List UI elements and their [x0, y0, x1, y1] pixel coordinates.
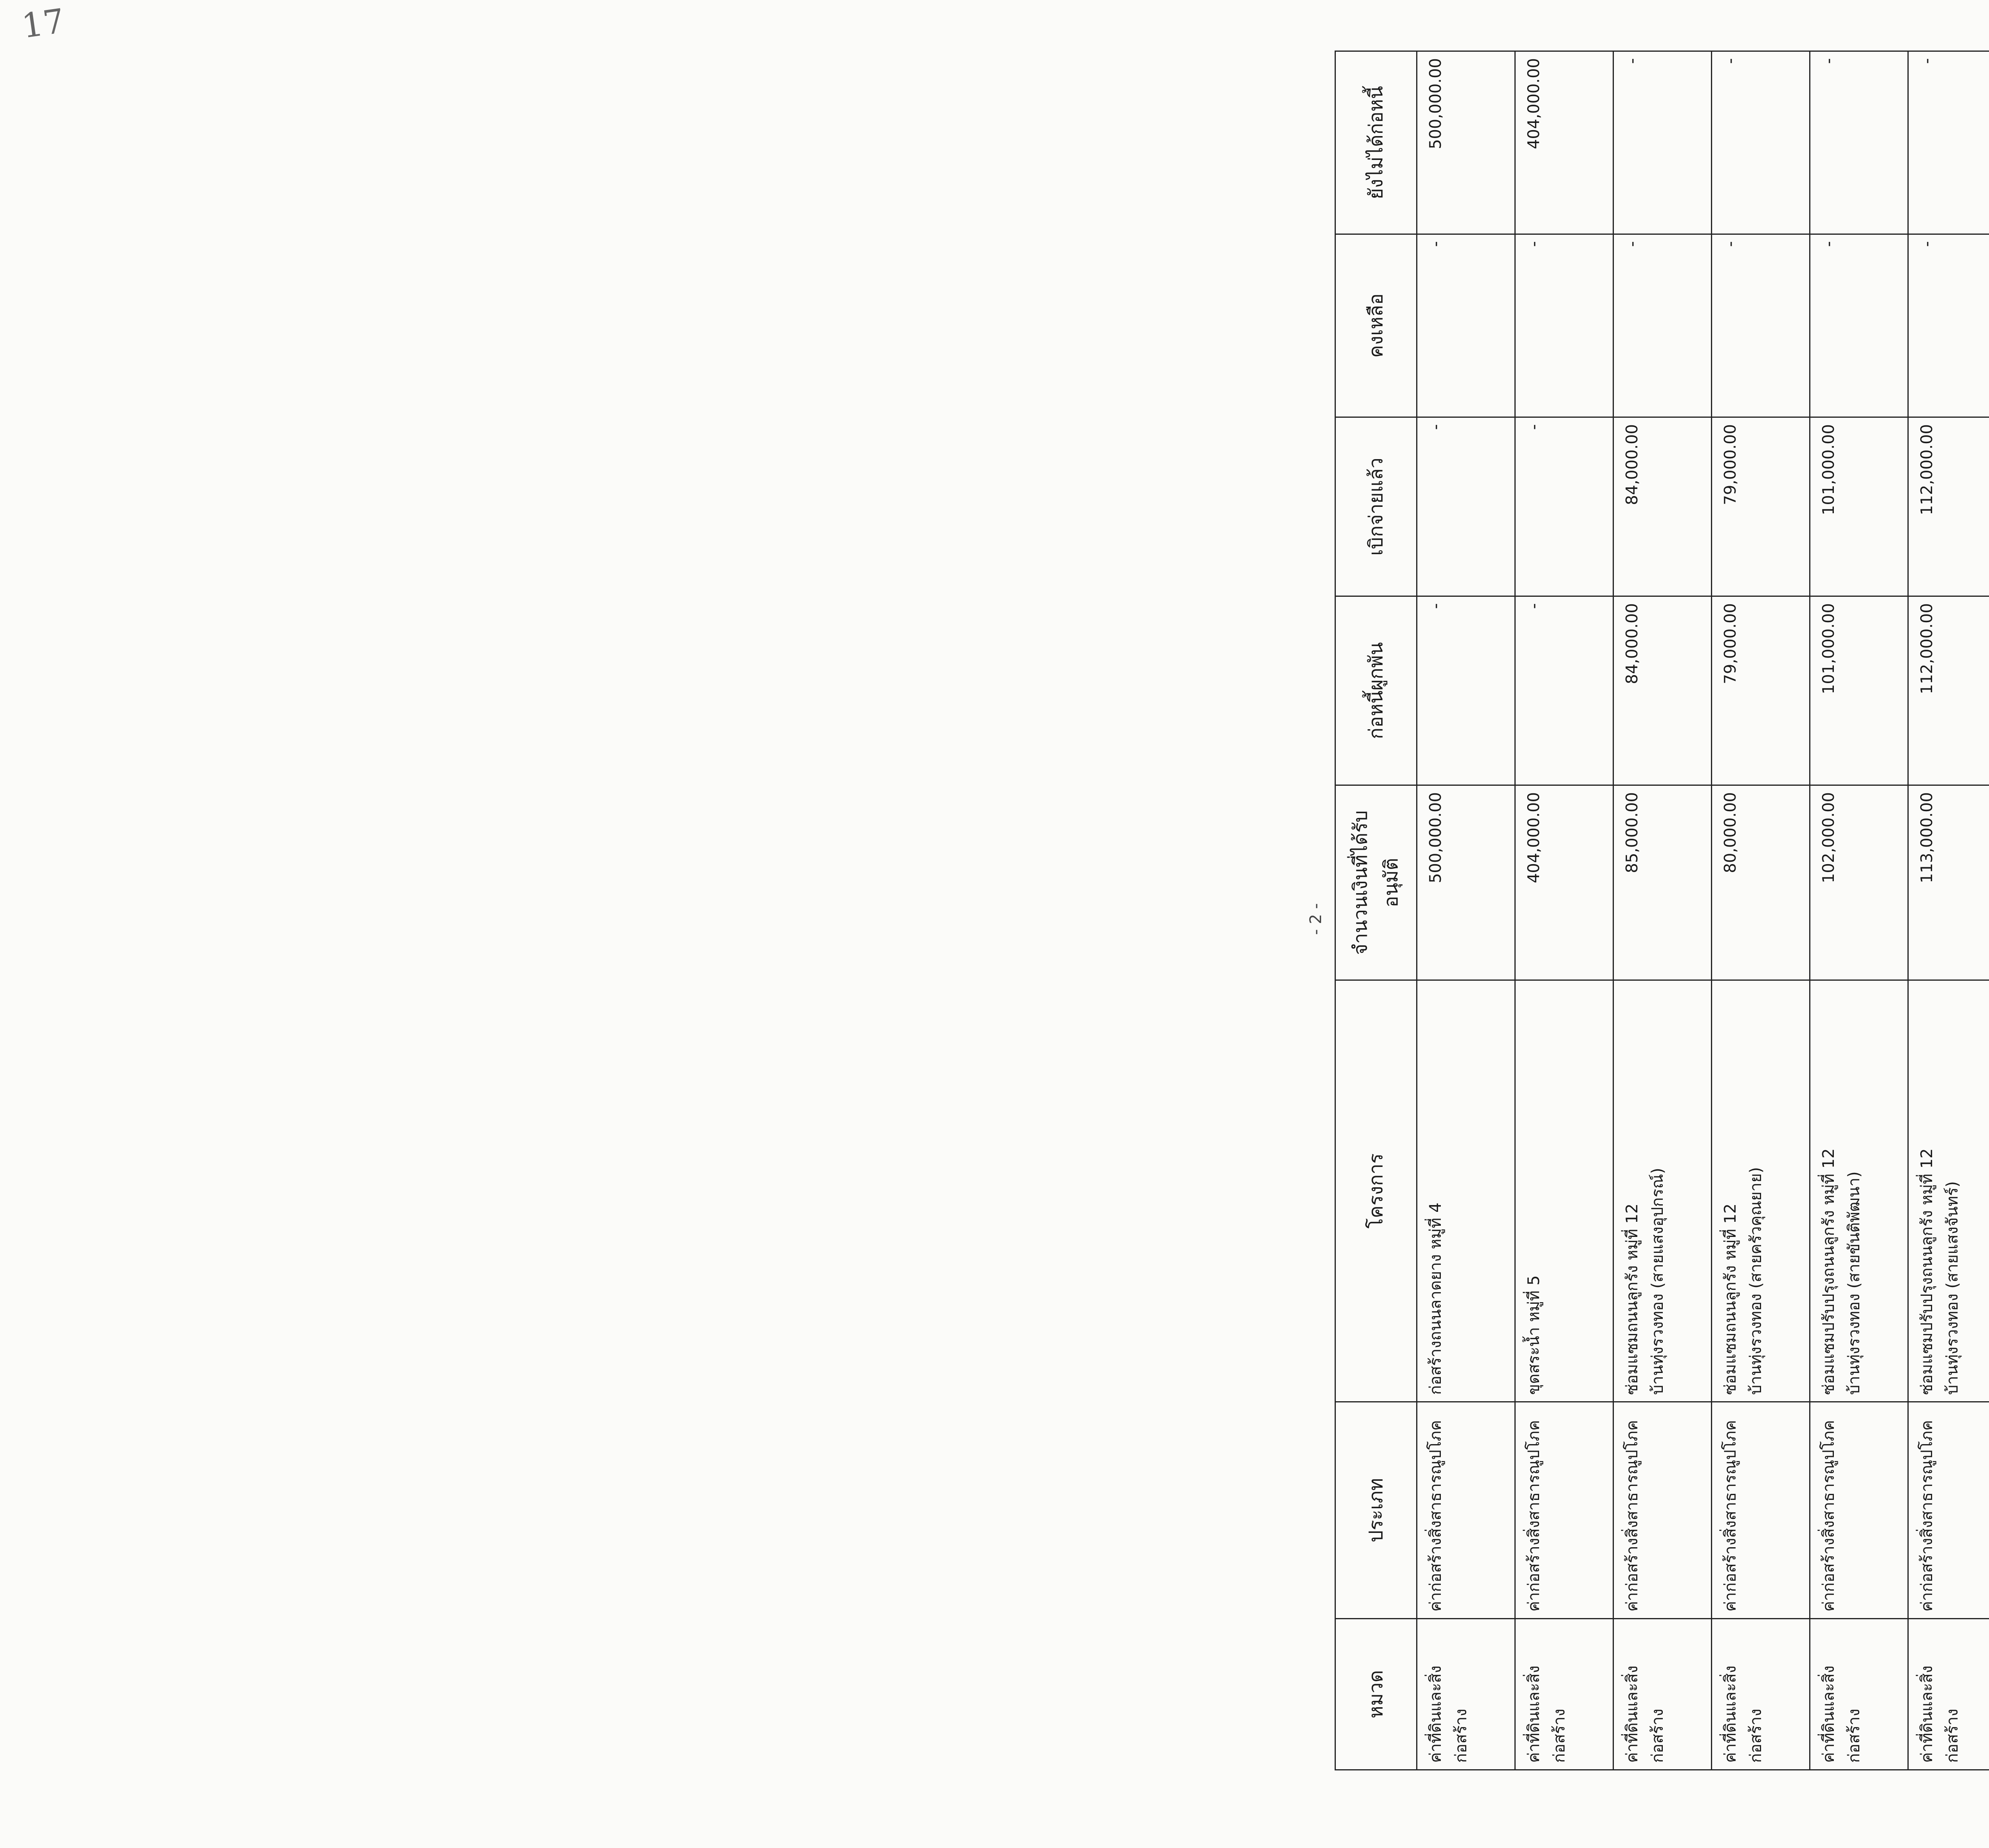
row-category: ค่าที่ดินและสิ่งก่อสร้าง [1810, 1619, 1908, 1770]
project-line: ซ่อมแซมปรับปรุงถนนลูกรัง หมู่ที่ 12 [1820, 1148, 1838, 1395]
header-type: ประเภท [1335, 1402, 1417, 1619]
row-category: ค่าที่ดินและสิ่งก่อสร้าง [1515, 1619, 1613, 1770]
row-project [1613, 980, 1712, 1402]
project-line: ซ่อมแซมถนนลูกรัง หมู่ที่ 12 [1623, 1203, 1641, 1395]
row-uncommitted: - [1613, 51, 1712, 234]
row-remaining: - [1613, 234, 1712, 417]
row-approved: 80,000.00 [1712, 785, 1810, 980]
row-committed: - [1515, 596, 1613, 785]
row-disbursed: 101,000.00 [1810, 417, 1908, 596]
table-row [1712, 51, 1810, 1770]
row-type: ค่าก่อสร้างสิ่งสาธารณูปโภค [1417, 1402, 1515, 1619]
row-disbursed: 79,000.00 [1712, 417, 1810, 596]
row-project [1712, 980, 1810, 1402]
table-row [1515, 51, 1613, 1770]
project-line: ขุดสระน้ำ หมู่ที่ 5 [1525, 1275, 1543, 1395]
row-committed: 79,000.00 [1712, 596, 1810, 785]
row-remaining: - [1712, 234, 1810, 417]
row-uncommitted: - [1712, 51, 1810, 234]
table-row [1613, 51, 1712, 1770]
row-disbursed: - [1515, 417, 1613, 596]
row-committed: - [1417, 596, 1515, 785]
project-line: ซ่อมแซมปรับปรุงถนนลูกรัง หมู่ที่ 12 [1918, 1148, 1936, 1395]
budget-table [1335, 51, 1989, 1770]
row-type: ค่าก่อสร้างสิ่งสาธารณูปโภค [1515, 1402, 1613, 1619]
row-disbursed: - [1417, 417, 1515, 596]
row-disbursed: 112,000.00 [1908, 417, 1989, 596]
row-project [1908, 980, 1989, 1402]
row-approved: 404,000.00 [1515, 785, 1613, 980]
row-committed: 101,000.00 [1810, 596, 1908, 785]
row-uncommitted: 404,000.00 [1515, 51, 1613, 234]
row-approved: 85,000.00 [1613, 785, 1712, 980]
row-remaining: - [1908, 234, 1989, 417]
header-uncommitted: ยังไม่ได้ก่อหนี้ [1335, 51, 1417, 234]
table-body [1417, 51, 1989, 1770]
project-line: บ้านทุ่งรวงทอง (สายแสงอุปกรณ์) [1648, 1168, 1667, 1395]
row-uncommitted: 500,000.00 [1417, 51, 1515, 234]
header-remaining: คงเหลือ [1335, 234, 1417, 417]
header-approved: จำนวนเงินที่ได้รับอนุมัติ [1335, 785, 1417, 980]
row-remaining: - [1515, 234, 1613, 417]
project-line: ซ่อมแซมถนนลูกรัง หมู่ที่ 12 [1721, 1203, 1740, 1395]
row-category: ค่าที่ดินและสิ่งก่อสร้าง [1712, 1619, 1810, 1770]
row-approved: 113,000.00 [1908, 785, 1989, 980]
header-project: โครงการ [1335, 980, 1417, 1402]
table-row [1908, 51, 1989, 1770]
page-number: - 2 - [1307, 903, 1325, 935]
row-approved: 102,000.00 [1810, 785, 1908, 980]
row-type: ค่าก่อสร้างสิ่งสาธารณูปโภค [1613, 1402, 1712, 1619]
row-category: ค่าที่ดินและสิ่งก่อสร้าง [1417, 1619, 1515, 1770]
row-type: ค่าก่อสร้างสิ่งสาธารณูปโภค [1908, 1402, 1989, 1619]
header-committed: ก่อหนี้ผูกพัน [1335, 596, 1417, 785]
row-uncommitted: - [1908, 51, 1989, 234]
handwritten-page-mark: 17 [19, 1, 67, 46]
project-line: บ้านทุ่งรวงทอง (สายขันติพัฒนา) [1845, 1171, 1863, 1395]
row-disbursed: 84,000.00 [1613, 417, 1712, 596]
row-remaining: - [1810, 234, 1908, 417]
rotated-page [1275, 28, 1989, 1810]
header-disbursed: เบิกจ่ายแล้ว [1335, 417, 1417, 596]
row-category: ค่าที่ดินและสิ่งก่อสร้าง [1613, 1619, 1712, 1770]
row-project [1417, 980, 1515, 1402]
row-type: ค่าก่อสร้างสิ่งสาธารณูปโภค [1810, 1402, 1908, 1619]
header-row [1335, 51, 1417, 1770]
row-approved: 500,000.00 [1417, 785, 1515, 980]
table-row [1417, 51, 1515, 1770]
row-project [1515, 980, 1613, 1402]
header-category: หมวด [1335, 1619, 1417, 1770]
row-type: ค่าก่อสร้างสิ่งสาธารณูปโภค [1712, 1402, 1810, 1619]
row-project [1810, 980, 1908, 1402]
project-line: ก่อสร้างถนนลาดยาง หมู่ที่ 4 [1427, 1202, 1445, 1395]
row-committed: 112,000.00 [1908, 596, 1989, 785]
row-category: ค่าที่ดินและสิ่งก่อสร้าง [1908, 1619, 1989, 1770]
project-line: บ้านทุ่งรวงทอง (สายครัวคุณยาย) [1747, 1167, 1765, 1395]
table-row [1810, 51, 1908, 1770]
row-remaining: - [1417, 234, 1515, 417]
row-uncommitted: - [1810, 51, 1908, 234]
row-committed: 84,000.00 [1613, 596, 1712, 785]
project-line: บ้านทุ่งรวงทอง (สายแสงจันทร์) [1943, 1181, 1962, 1395]
